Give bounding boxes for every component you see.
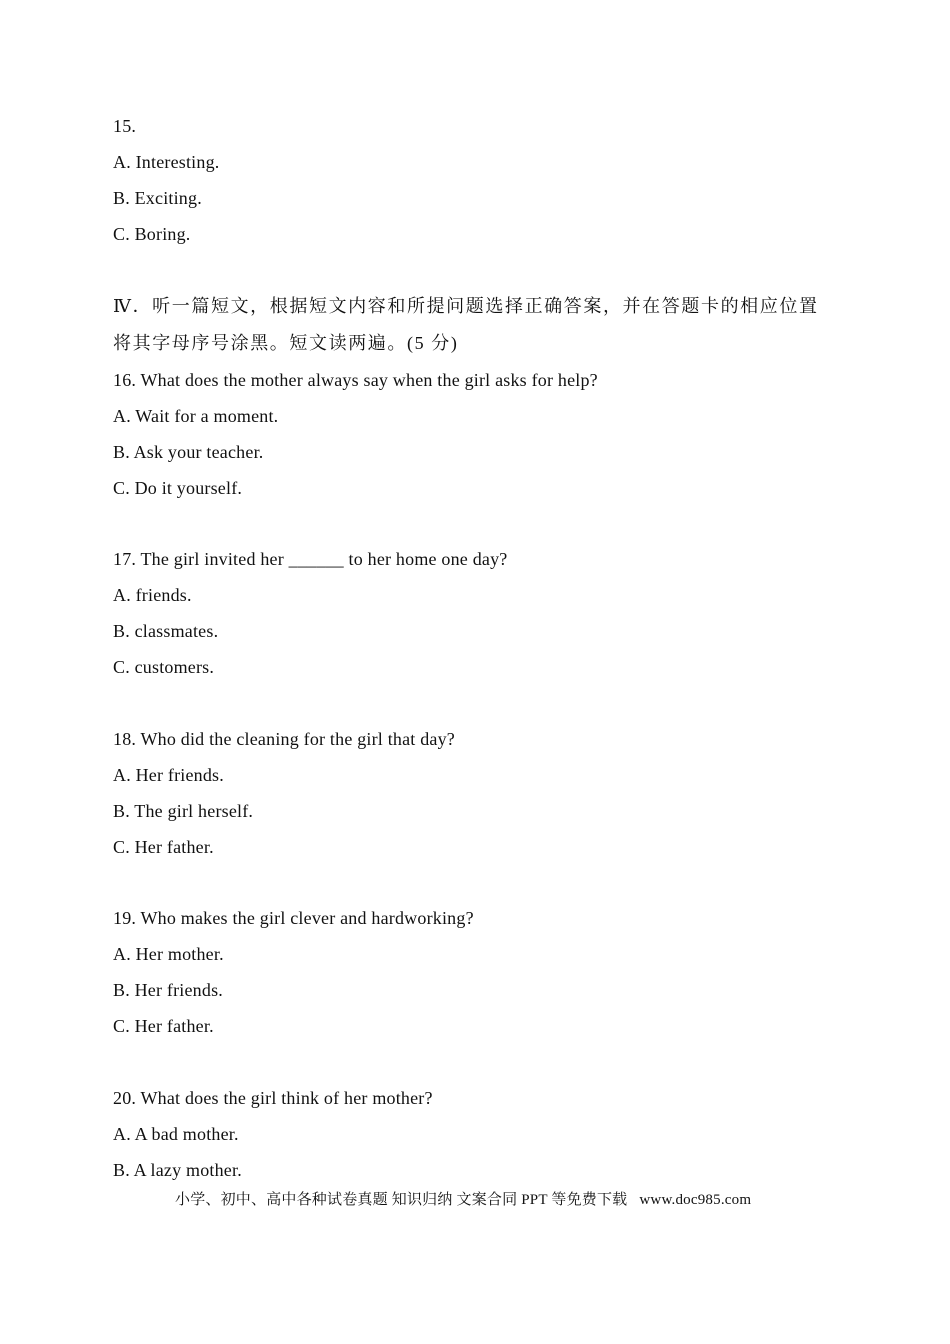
question-19-text: 19. Who makes the girl clever and hardworking? [113, 908, 474, 928]
question-15-option-c: C. Boring. [113, 224, 191, 244]
question-20-option-b: B. A lazy mother. [113, 1160, 242, 1180]
question-15-option-b: B. Exciting. [113, 188, 202, 208]
footer-url-link[interactable]: www.doc985.com [639, 1192, 752, 1208]
question-18-option-a: A. Her friends. [113, 765, 224, 785]
question-19-option-a: A. Her mother. [113, 944, 224, 964]
question-17-option-a: A. friends. [113, 585, 192, 605]
question-18-option-b: B. The girl herself. [113, 801, 254, 821]
question-17-option-b: B. classmates. [113, 621, 219, 641]
question-16-option-c: C. Do it yourself. [113, 478, 243, 498]
section-4-instruction-line-1: Ⅳ．听一篇短文，根据短文内容和所提问题选择正确答案，并在答题卡的相应位置 [113, 296, 819, 316]
page-footer [175, 1189, 751, 1211]
question-16-option-b: B. Ask your teacher. [113, 442, 264, 462]
question-15-option-a: A. Interesting. [113, 152, 220, 172]
question-18-option-c: C. Her father. [113, 837, 214, 857]
question-19-option-b: B. Her friends. [113, 980, 223, 1000]
question-16-option-a: A. Wait for a moment. [113, 406, 279, 426]
question-19-option-c: C. Her father. [113, 1016, 214, 1036]
question-16-text: 16. What does the mother always say when the girl asks for help? [113, 370, 598, 390]
question-17-text: 17. The girl invited her ______ to her home one day? [113, 549, 508, 569]
question-17-option-c: C. customers. [113, 657, 215, 677]
footer-text: 小学、初中、高中各种试卷真题 知识归纳 文案合同 PPT 等免费下载 [175, 1192, 628, 1208]
question-20-option-a: A. A bad mother. [113, 1124, 239, 1144]
question-20-text: 20. What does the girl think of her mother? [113, 1088, 433, 1108]
section-4-instruction-line-2: 将其字母序号涂黑。短文读两遍。(5 分) [113, 333, 459, 353]
question-15-number: 15. [113, 116, 137, 136]
question-18-text: 18. Who did the cleaning for the girl that day? [113, 729, 455, 749]
